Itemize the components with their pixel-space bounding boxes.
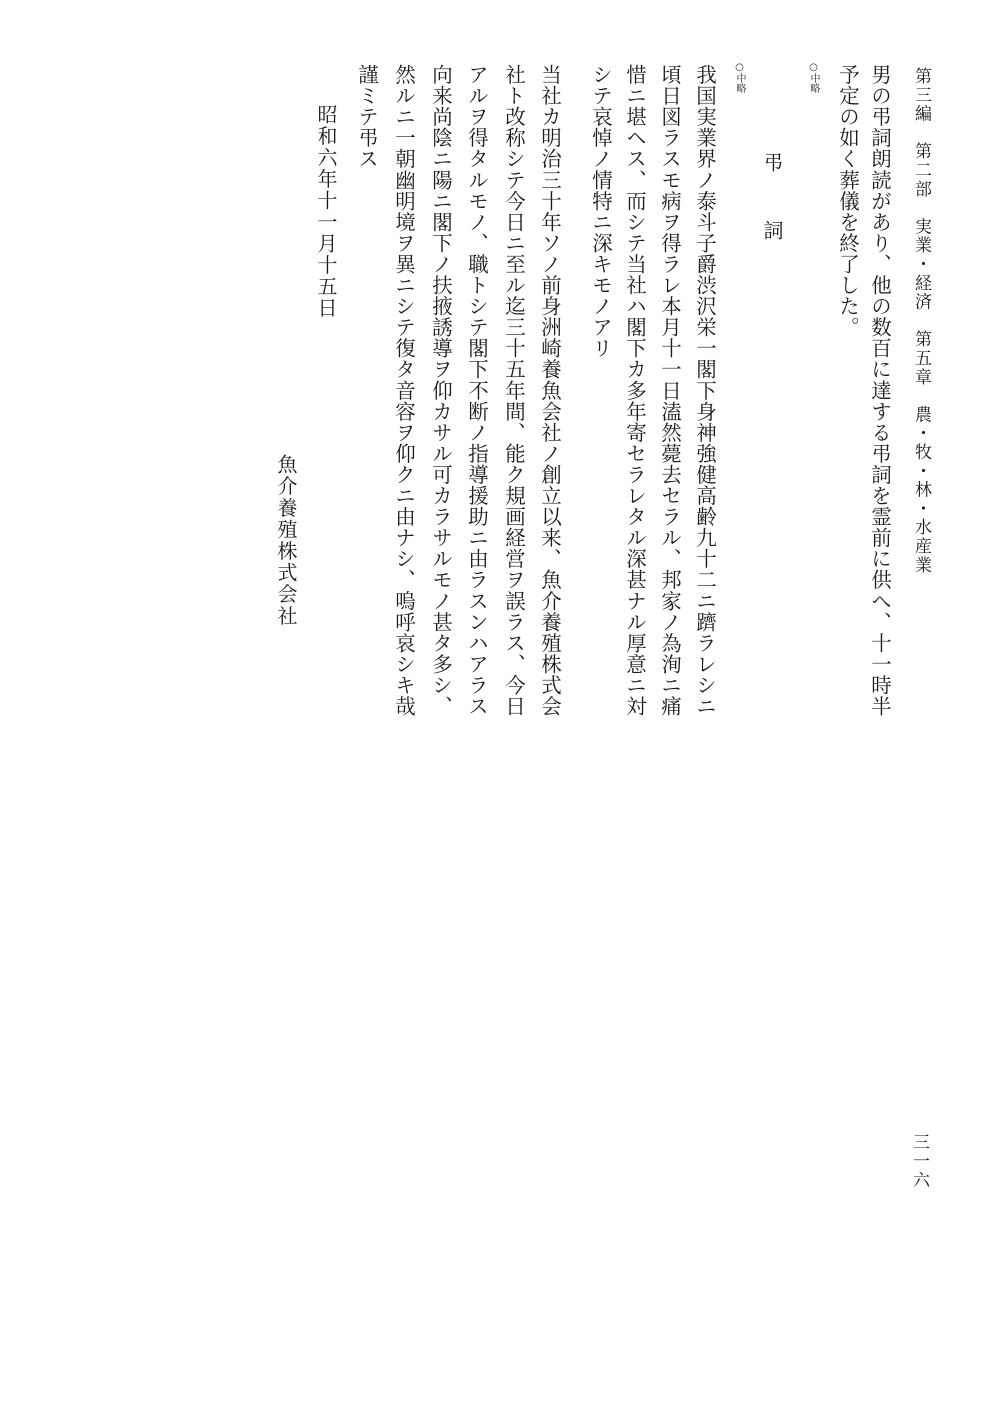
eulogy-line: 惜ニ堪ヘス、而シテ当社ハ閣下カ多年寄セラレタル深甚ナル厚意ニ対 bbox=[622, 64, 647, 717]
eulogy-line: 向来尚陰ニ陽ニ閣下ノ扶掖誘導ヲ仰カサル可カラサルモノ甚タ多シ、 bbox=[428, 64, 453, 717]
eulogy-line: シテ哀悼ノ情特ニ深キモノアリ bbox=[588, 64, 613, 359]
eulogy-line: 然ルニ一朝幽明境ヲ異ニシテ復タ音容ヲ仰クニ由ナシ、嗚呼哀シキ哉 bbox=[391, 64, 416, 717]
eulogy-signature: 魚介養殖株式会社 bbox=[274, 454, 298, 627]
eulogy-line: アルヲ得タルモノ、職トシテ閣下不断ノ指導援助ニ由ラスンハアラス bbox=[464, 64, 489, 717]
eulogy-title: 弔 詞 bbox=[760, 152, 784, 254]
eulogy-line: 当社カ明治三十年ソノ前身洲崎養魚会社ノ創立以来、魚介養殖株式会 bbox=[537, 64, 562, 717]
page-number: 三一六 bbox=[909, 1133, 929, 1190]
eulogy-date: 昭和六年十一月十五日 bbox=[314, 104, 338, 319]
omission-note: ○中略 bbox=[734, 62, 745, 93]
intro-line-1: 男の弔詞朗読があり、他の数百に達する弔詞を霊前に供へ、十一時半 bbox=[867, 64, 892, 717]
eulogy-line: 頃日図ラスモ病ヲ得ラレ本月十一日溘然薨去セラル、邦家ノ為洵ニ痛 bbox=[657, 64, 682, 717]
eulogy-line: 謹ミテ弔ス bbox=[354, 64, 379, 170]
eulogy-line: 社ト改称シテ今日ニ至ル迄三十五年間、能ク規画経営ヲ誤ラス、今日 bbox=[501, 64, 526, 717]
eulogy-line: 我国実業界ノ泰斗子爵渋沢栄一閣下身神強健高齢九十二ニ躋ラレシニ bbox=[692, 64, 717, 717]
running-header: 第三編 第二部 実業・経済 第五章 農・牧・林・水産業 bbox=[911, 67, 931, 575]
intro-line-2: 予定の如く葬儀を終了した。 bbox=[835, 64, 860, 338]
omission-note: ○中略 bbox=[808, 62, 819, 93]
